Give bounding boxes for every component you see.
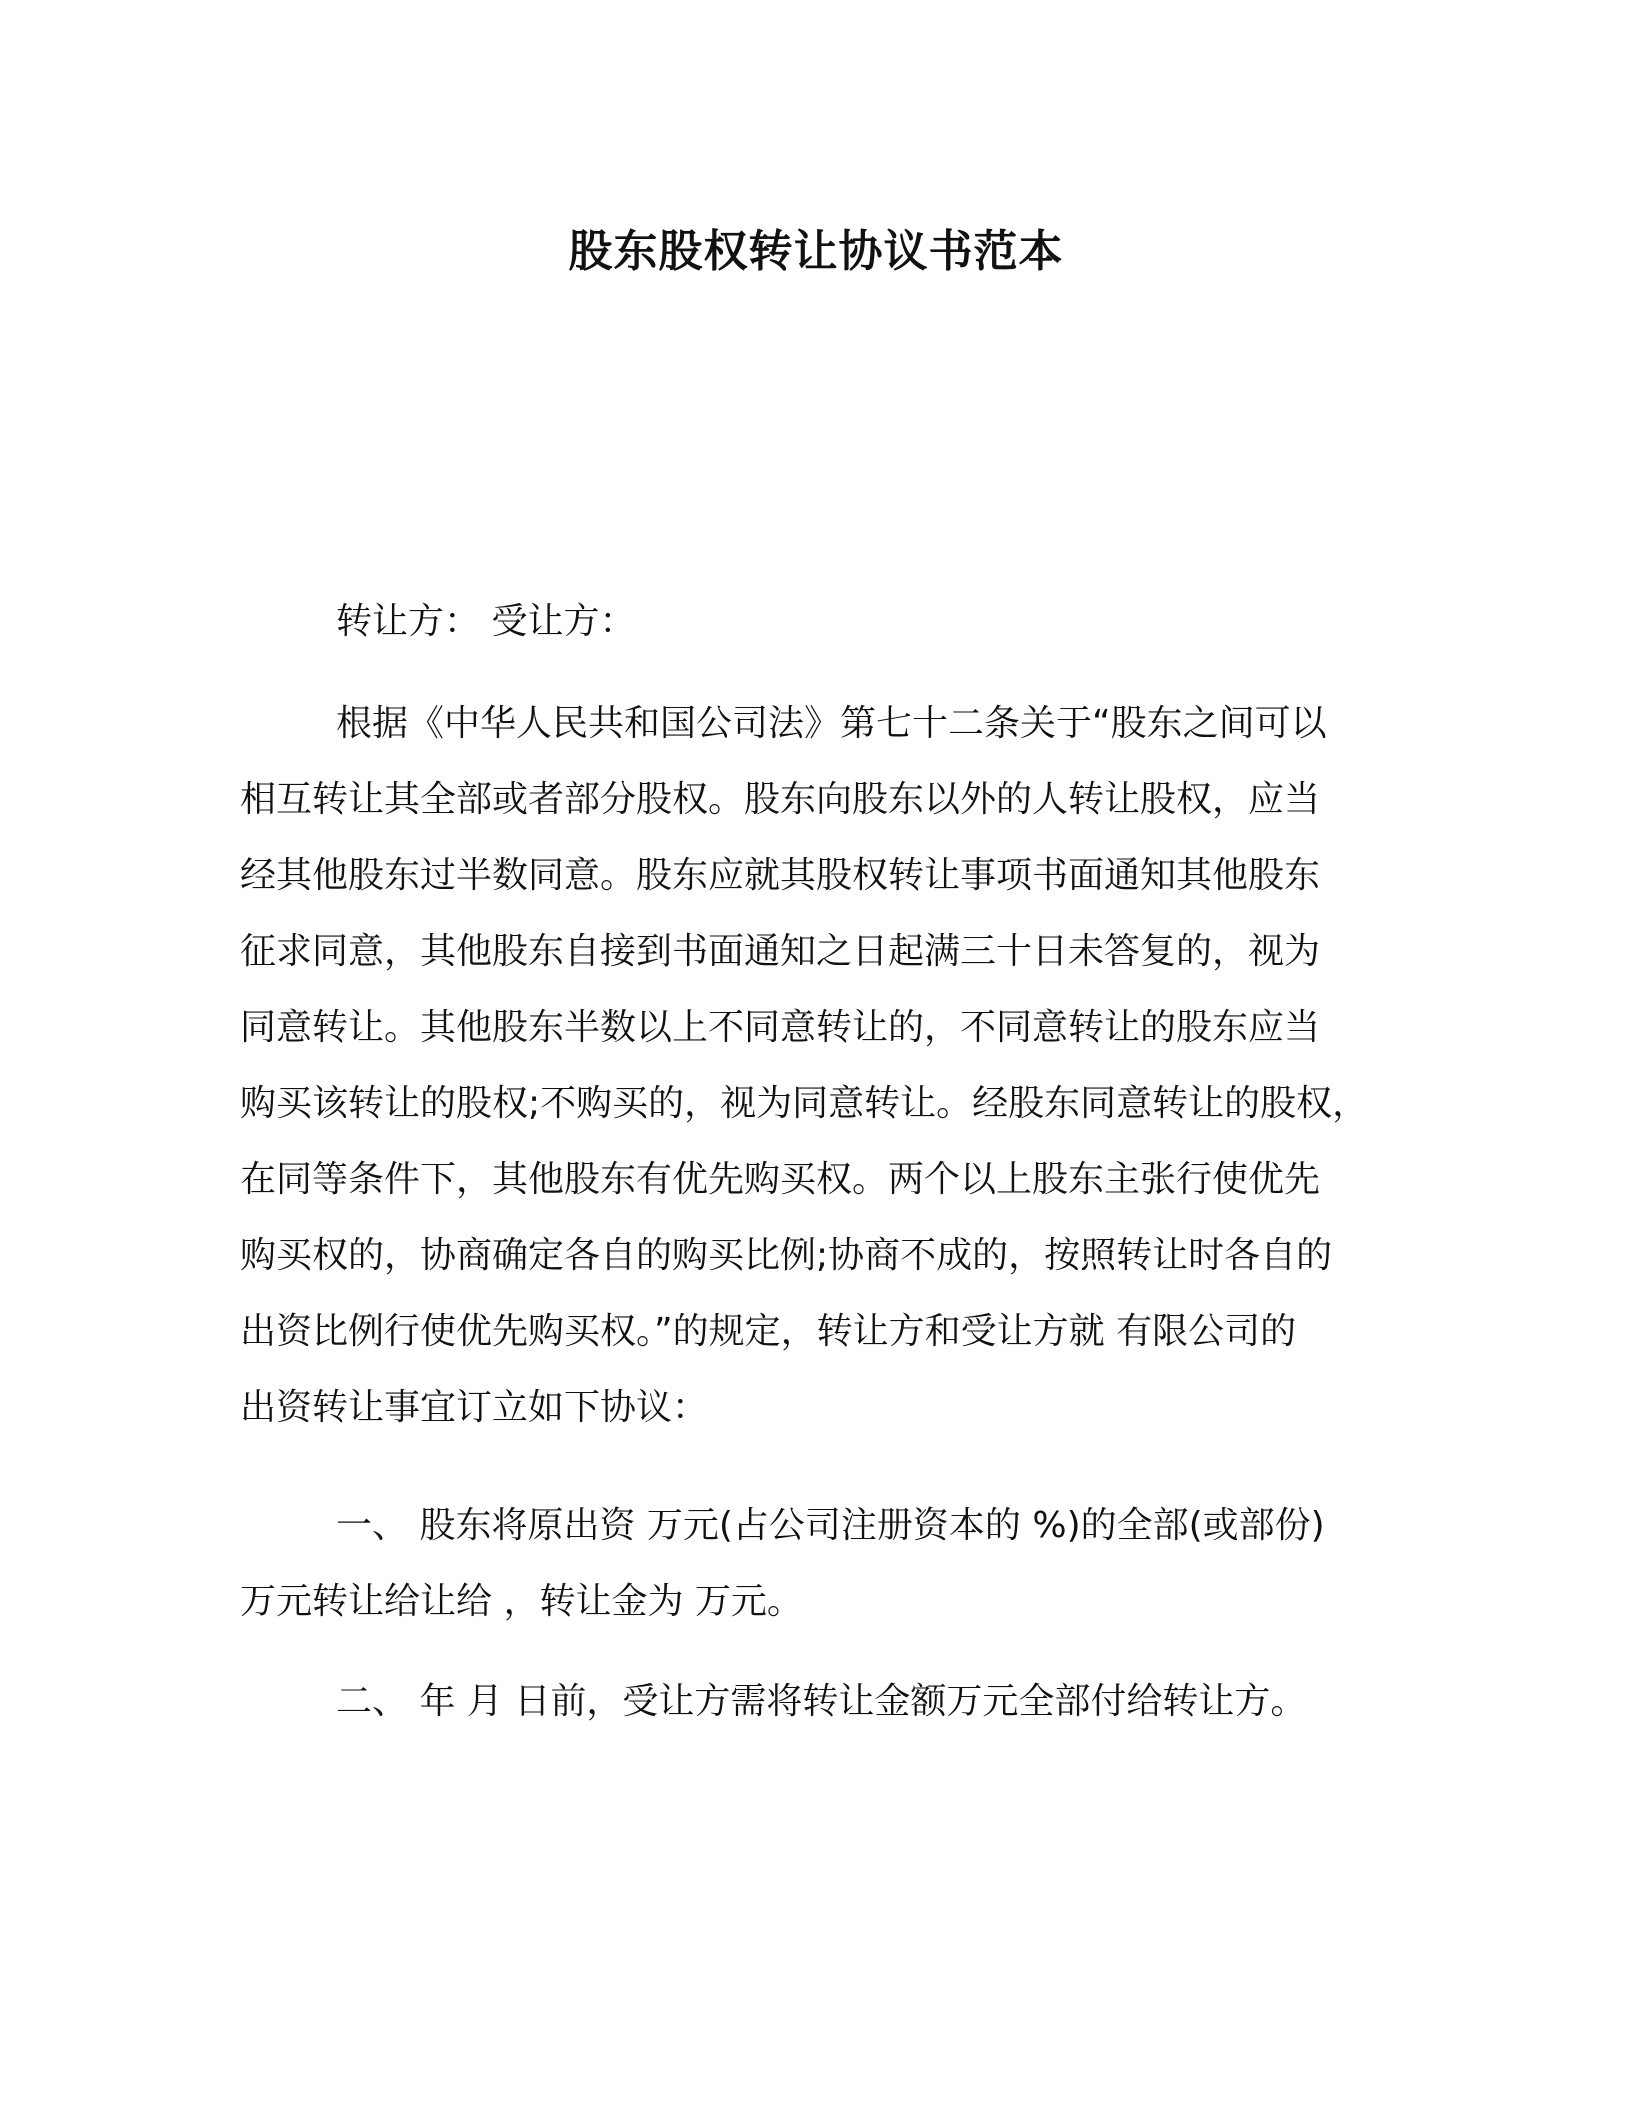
document-title: 股东股权转让协议书范本 xyxy=(568,226,1064,277)
paragraph-line: 在同等条件下，其他股东有优先购买权。两个以上股东主张行使优先 xyxy=(240,1159,1321,1200)
paragraph-line: 购买权的，协商确定各自的购买比例;协商不成的，按照转让时各自的 xyxy=(240,1235,1333,1276)
paragraph-line: 相互转让其全部或者部分股权。股东向股东以外的人转让股权，应当 xyxy=(240,779,1321,820)
paragraph-line-text: 根据《中华人民共和国公司法》第七十二条关于“股东之间可以 xyxy=(336,703,1327,744)
clause-one xyxy=(240,1488,1390,1640)
paragraph-line: 出资比例行使优先购买权。”的规定，转让方和受让方就 有限公司的 xyxy=(240,1311,1297,1352)
paragraph-line: 征求同意，其他股东自接到书面通知之日起满三十日未答复的，视为 xyxy=(240,931,1321,972)
paragraph-line: 经其他股东过半数同意。股东应就其股权转让事项书面通知其他股东 xyxy=(240,855,1321,896)
clause-line-text: 二、 年 月 日前，受让方需将转让金额万元全部付给转让方。 xyxy=(336,1681,1307,1722)
clause-line: 万元转让给让给 ，转让金为 万元。 xyxy=(240,1581,803,1622)
parties-line: 转让方： 受让方： xyxy=(336,601,636,642)
clause-line-text: 一、 股东将原出资 万元(占公司注册资本的 %)的全部(或部份) xyxy=(336,1505,1325,1546)
paragraph-line xyxy=(240,686,1390,762)
paragraph-line: 购买该转让的股权;不购买的，视为同意转让。经股东同意转让的股权， xyxy=(240,1083,1369,1124)
paragraph-line: 同意转让。其他股东半数以上不同意转让的，不同意转让的股东应当 xyxy=(240,1007,1321,1048)
clause-line xyxy=(240,1488,1390,1564)
clause-line xyxy=(240,1664,1390,1740)
paragraph-line: 出资转让事宜订立如下协议： xyxy=(240,1387,709,1428)
clause-two xyxy=(240,1664,1390,1740)
main-paragraph xyxy=(240,686,1390,1446)
